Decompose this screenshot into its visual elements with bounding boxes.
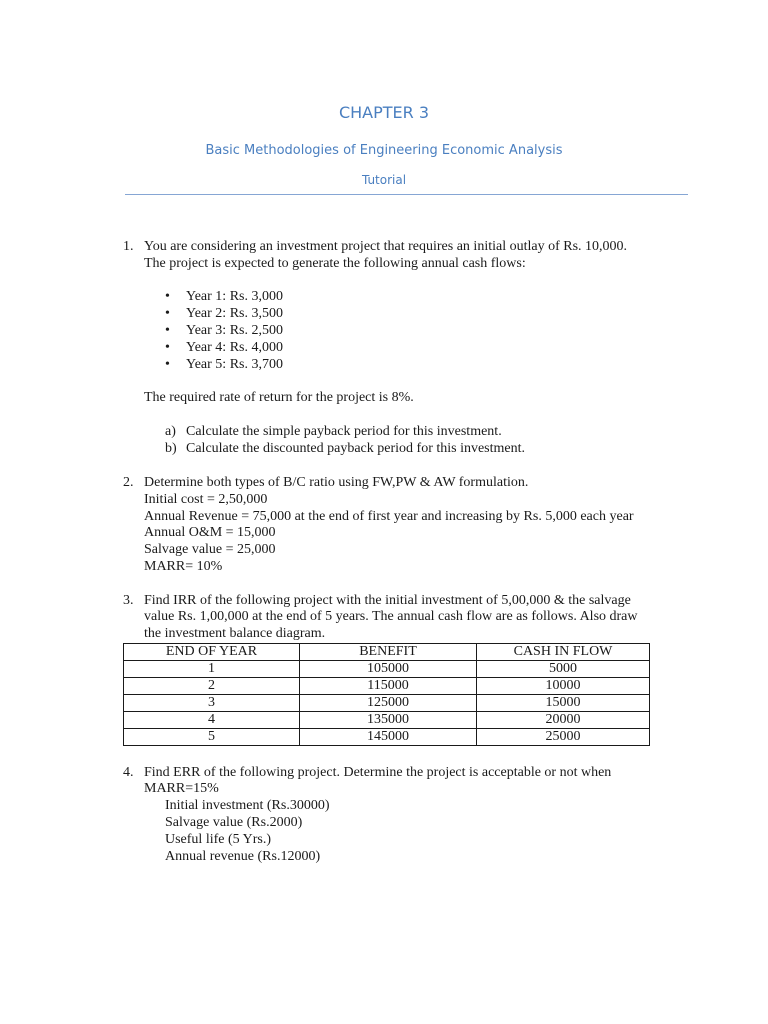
table-cell: 5 [124,729,300,746]
table-cell: 105000 [300,661,477,678]
table-row [124,695,650,712]
table-cell: 115000 [300,678,477,695]
project-detail: Initial investment (Rs.30000) [165,798,330,813]
part-letter: a) [165,424,176,439]
required-rate-text: The required rate of return for the project is 8%. [144,390,414,405]
question-text: You are considering an investment project that requires an initial outlay of Rs. 10,000. [144,239,628,254]
chapter-subtitle: Basic Methodologies of Engineering Economic Analysis [205,143,563,158]
cash-flow-table [123,643,650,746]
table-cell: 5000 [477,661,650,678]
list-item: Year 2: Rs. 3,500 [186,306,283,321]
list-item: Year 3: Rs. 2,500 [186,323,283,338]
table-row [124,712,650,729]
table-cell: 125000 [300,695,477,712]
question-text: Annual Revenue = 75,000 at the end of first year and increasing by Rs. 5,000 each year [144,509,634,524]
table-cell: 25000 [477,729,650,746]
list-item: Year 1: Rs. 3,000 [186,289,283,304]
table-cell: 10000 [477,678,650,695]
bullet-icon: • [165,340,170,355]
bullet-icon: • [165,323,170,338]
question-number: 1. [123,239,134,254]
question-text: Determine both types of B/C ratio using FW,PW & AW formulation. [144,475,529,490]
table-cell: 20000 [477,712,650,729]
project-detail: Annual revenue (Rs.12000) [165,849,321,864]
question-text: MARR= 10% [144,559,223,574]
bullet-icon: • [165,289,170,304]
table-cell: 145000 [300,729,477,746]
question-number: 4. [123,765,134,780]
question-text: Find ERR of the following project. Determine the project is acceptable or not when [144,765,612,780]
list-item: Year 5: Rs. 3,700 [186,357,283,372]
bullet-icon: • [165,357,170,372]
table-header-row [124,644,650,661]
table-row [124,678,650,695]
table-row [124,661,650,678]
table-cell: 1 [124,661,300,678]
column-header: BENEFIT [300,644,477,661]
table-cell: 3 [124,695,300,712]
table-cell: 4 [124,712,300,729]
part-letter: b) [165,441,177,456]
part-text: Calculate the simple payback period for this investment. [186,424,502,439]
question-text: Initial cost = 2,50,000 [144,492,268,507]
list-item: Year 4: Rs. 4,000 [186,340,283,355]
chapter-title: CHAPTER 3 [338,103,430,122]
question-text: Salvage value = 25,000 [144,542,276,557]
question-number: 3. [123,593,134,608]
tutorial-label: Tutorial [361,173,407,187]
part-text: Calculate the discounted payback period for this investment. [186,441,526,456]
question-text: The project is expected to generate the following annual cash flows: [144,256,526,271]
question-text: Find IRR of the following project with the initial investment of 5,00,000 & the salvage [144,593,631,608]
bullet-icon: • [165,306,170,321]
column-header: END OF YEAR [124,644,300,661]
header-divider [125,194,688,195]
project-detail: Salvage value (Rs.2000) [165,815,303,830]
question-text: Annual O&M = 15,000 [144,525,276,540]
table-cell: 2 [124,678,300,695]
question-text: value Rs. 1,00,000 at the end of 5 years. The annual cash flow are as follows. Also draw [144,609,638,624]
question-text: the investment balance diagram. [144,626,326,641]
question-text: MARR=15% [144,781,219,796]
question-number: 2. [123,475,134,490]
table-cell: 15000 [477,695,650,712]
project-detail: Useful life (5 Yrs.) [165,832,272,847]
table-cell: 135000 [300,712,477,729]
table-row [124,729,650,746]
column-header: CASH IN FLOW [477,644,650,661]
